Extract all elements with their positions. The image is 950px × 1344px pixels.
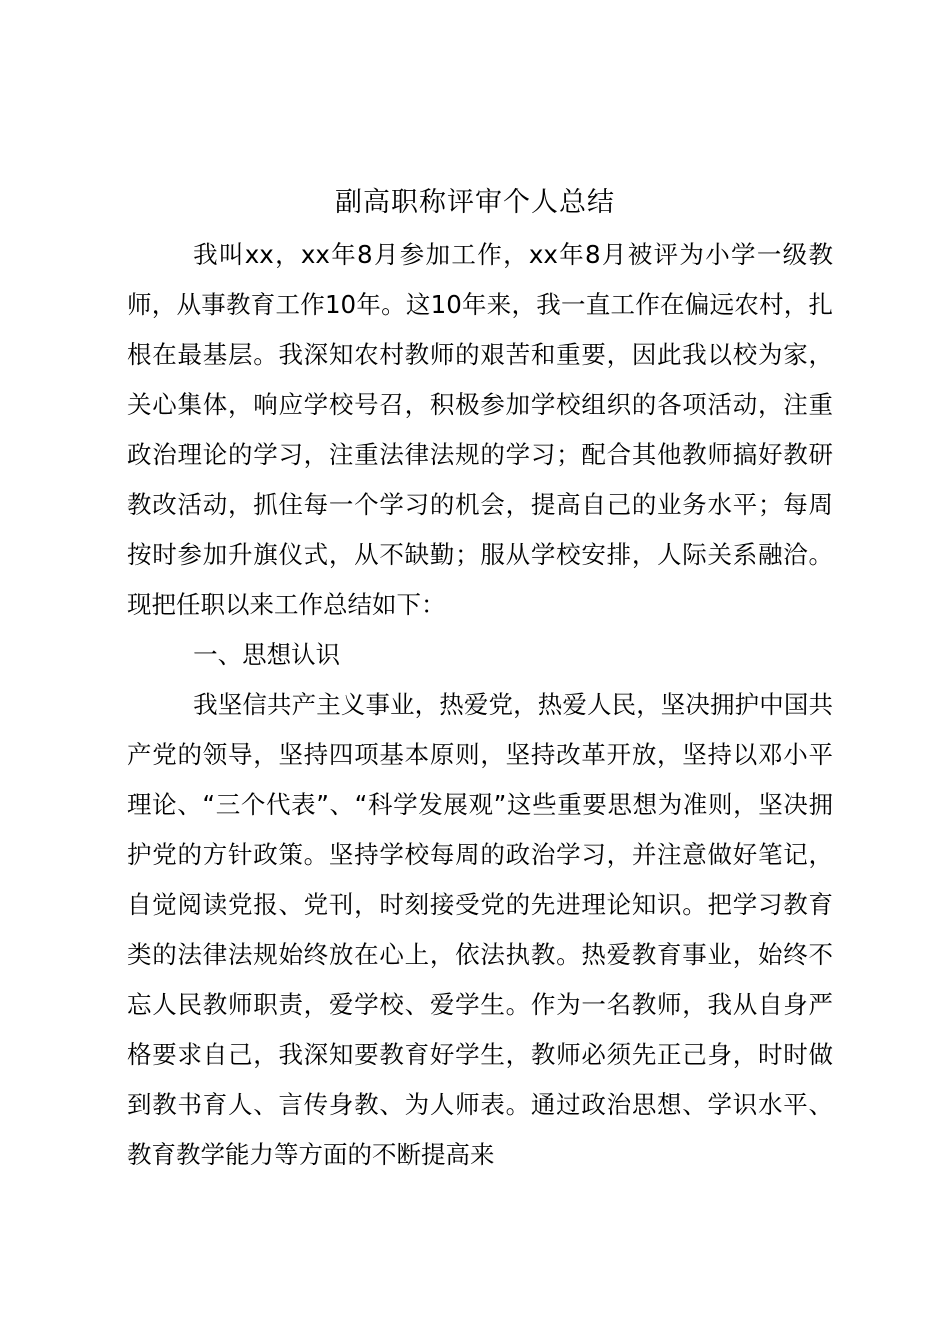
document-body [127, 230, 833, 1180]
paragraph-thought: 我坚信共产主义事业，热爱党，热爱人民，坚决拥护中国共产党的领导，坚持四项基本原则，坚持改革开放，坚持以邓小平理论、“三个代表”、“科学发展观”这些重要思想为准则，坚决拥护党的方针政策。坚持学校每周的政治学习，并注意做好笔记，自觉阅读党报、党刊，时刻接受党的先进理论知识。把学习教育类的法律法规始终放在心上，依法执教。热爱教育事业，始终不忘人民教师职责，爱学校、爱学生。作为一名教师，我从自身严格要求自己，我深知要教育好学生，教师必须先正己身，时时做到教书育人、言传身教、为人师表。通过政治思想、学识水平、教育教学能力等方面的不断提高来 [127, 690, 833, 1169]
document-title: 副高职称评审个人总结 [335, 187, 615, 218]
paragraph-intro: 我叫xx，xx年8月参加工作，xx年8月被评为小学一级教师，从事教育工作10年。这10年来，我一直工作在偏远农村，扎根在最基层。我深知农村教师的艰苦和重要，因此我以校为家，关心集体，响应学校号召，积极参加学校组织的各项活动，注重政治理论的学习，注重法律法规的学习；配合其他教师搞好教研教改活动，抓住每一个学习的机会，提高自己的业务水平；每周按时参加升旗仪式，从不缺勤；服从学校安排，人际关系融洽。现把任职以来工作总结如下： [127, 240, 833, 619]
section-heading: 一、思想认识 [193, 640, 341, 669]
